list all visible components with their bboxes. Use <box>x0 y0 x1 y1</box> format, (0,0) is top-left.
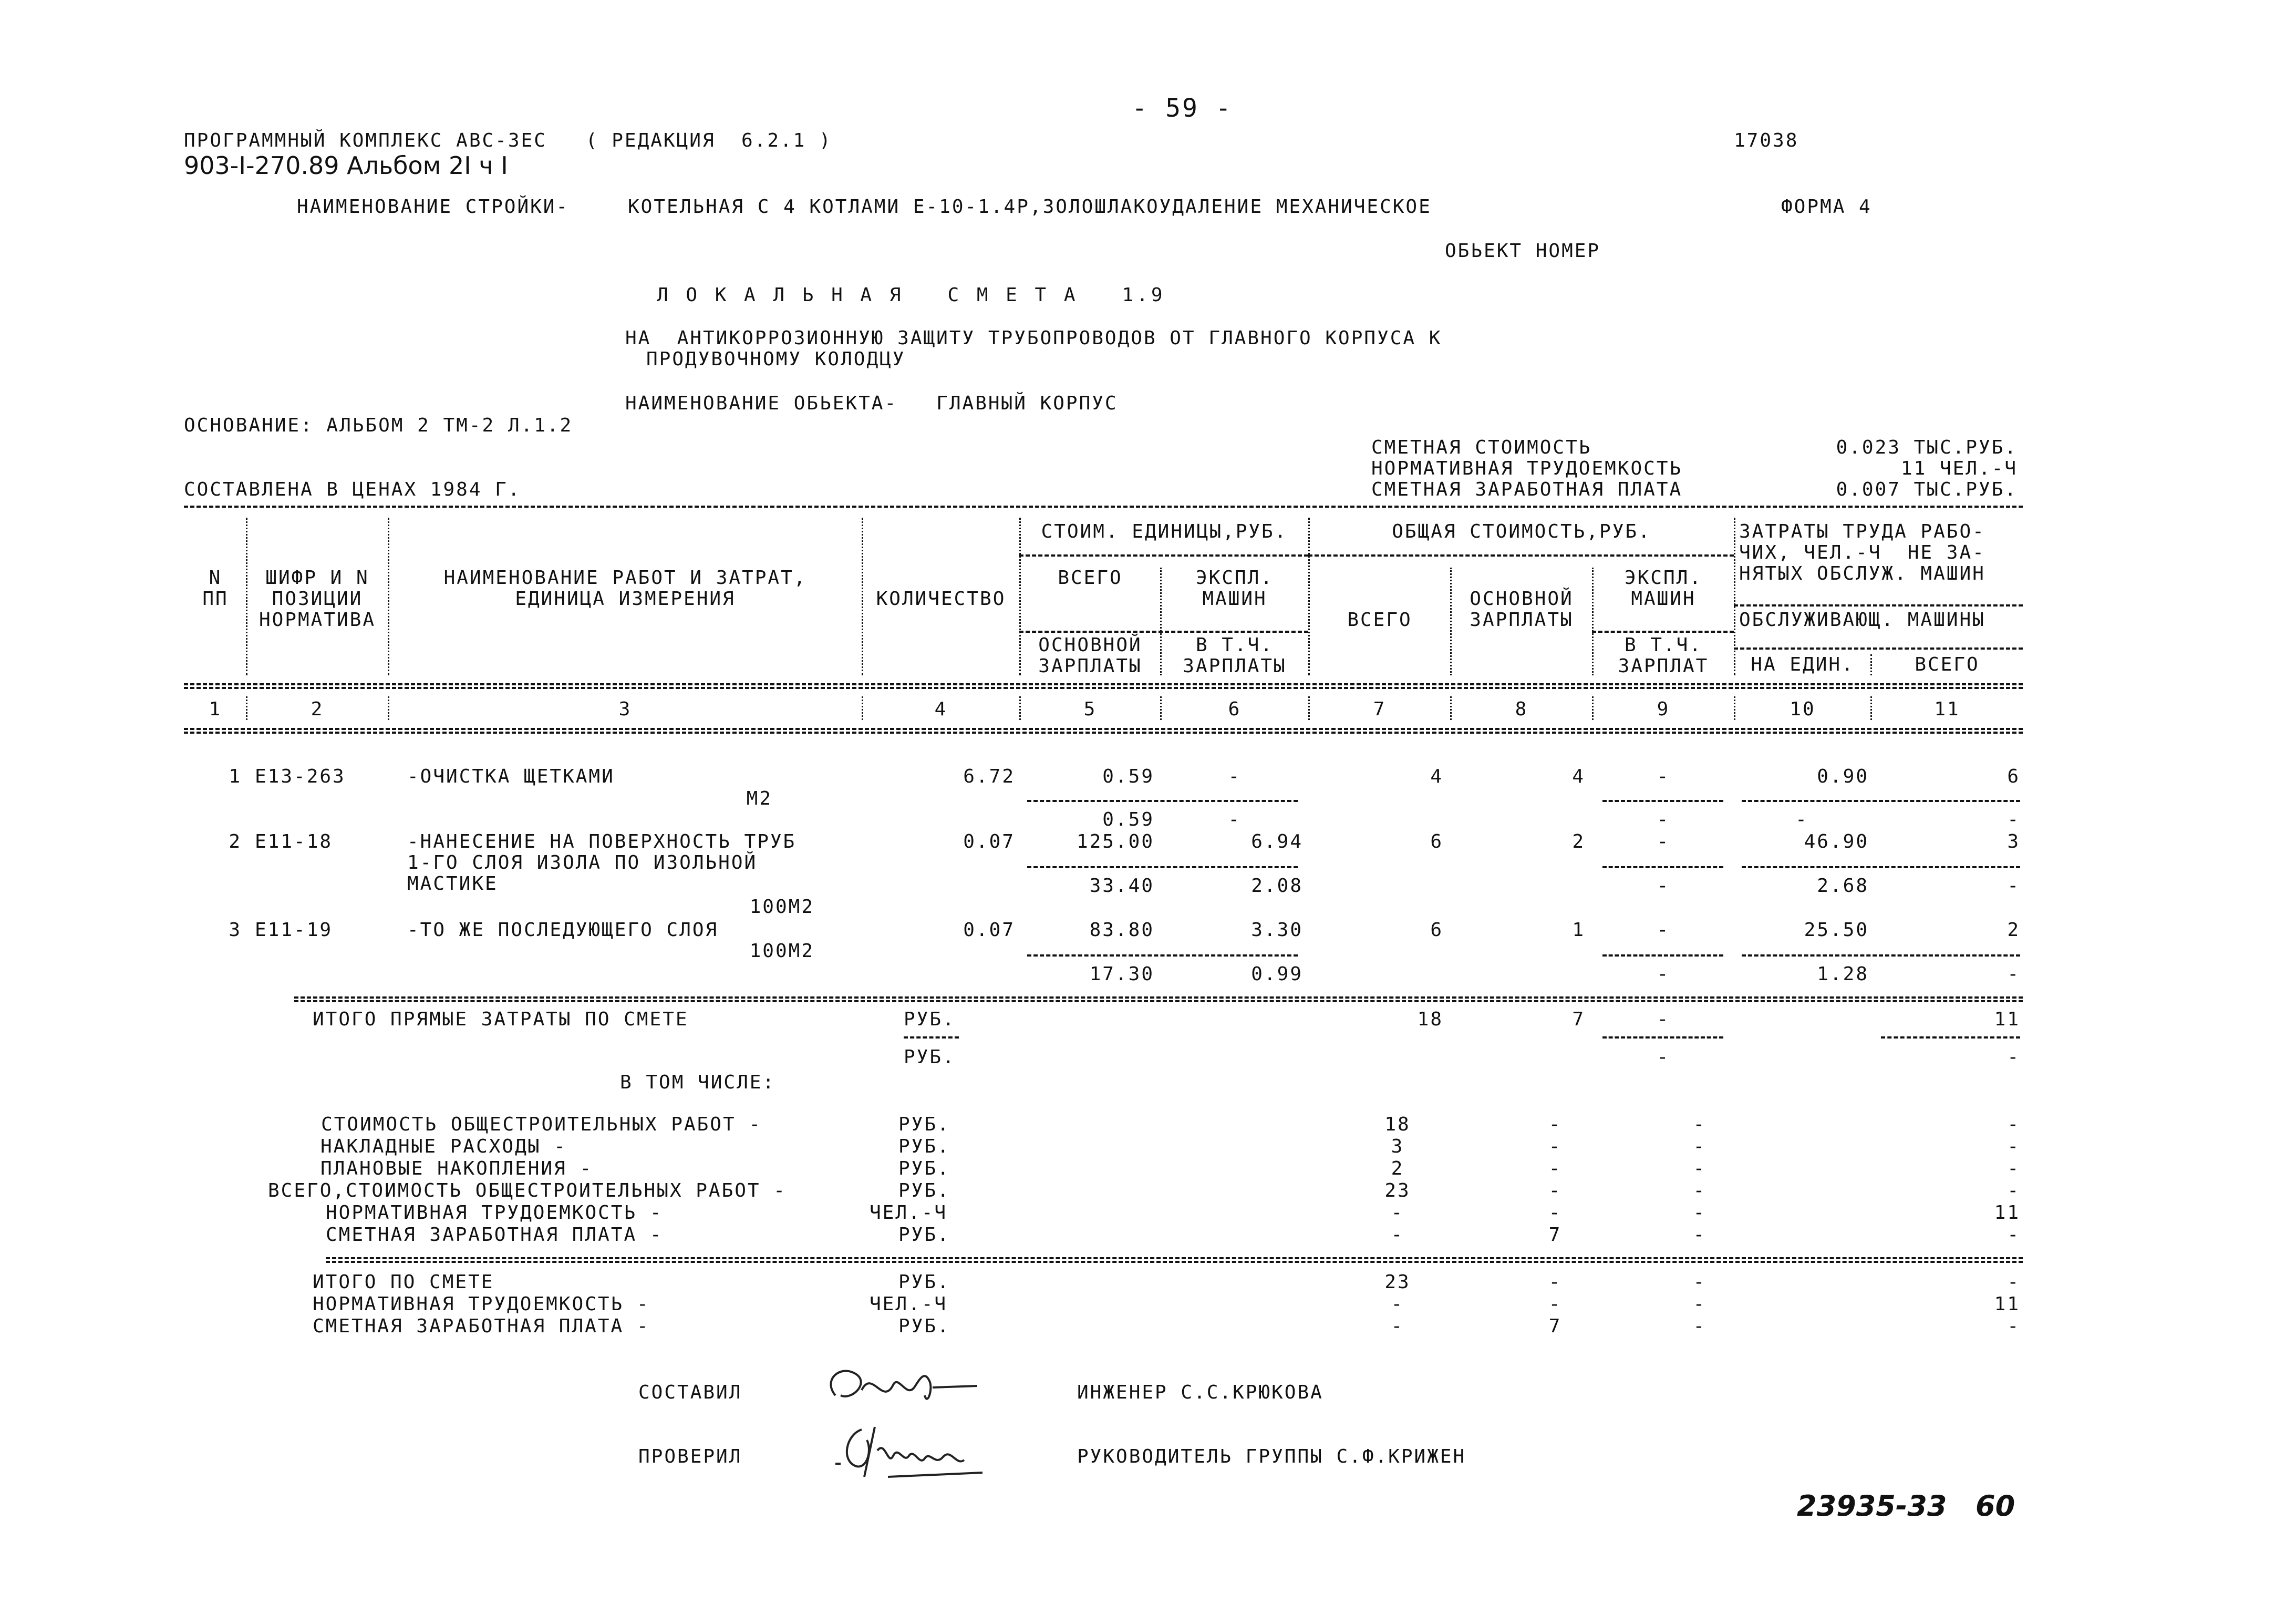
item-unit-total: 125.00 <box>1076 831 1154 852</box>
grand-total-unit: ЧЕЛ.-Ч <box>870 1293 948 1315</box>
totals-label: НАКЛАДНЫЕ РАСХОДЫ - <box>320 1136 567 1157</box>
totals-unit: РУБ. <box>898 1224 950 1246</box>
item-mach: - <box>1657 919 1670 941</box>
item-unit-wage: 17.30 <box>1089 963 1154 985</box>
item-unit-mach-wage: 2.08 <box>1251 875 1303 897</box>
items-end-rule <box>294 1000 2023 1002</box>
item-total: 6 <box>1430 919 1443 941</box>
totals-unit: РУБ. <box>898 1114 950 1135</box>
totals-mach: - <box>1693 1158 1707 1179</box>
grand-total-mach: - <box>1693 1293 1707 1315</box>
direct-costs-unit: РУБ. <box>904 1009 956 1030</box>
header-total-wage: ОСНОВНОЙ ЗАРПЛАТЫ <box>1470 588 1574 631</box>
grand-total-rule <box>326 1257 2023 1259</box>
header-sub-rule <box>1592 631 1734 633</box>
item-mach: - <box>1657 766 1670 787</box>
direct-costs-label: ИТОГО ПРЯМЫЕ ЗАТРАТЫ ПО СМЕТЕ <box>313 1009 689 1030</box>
item-wage: 1 <box>1572 919 1585 941</box>
grand-total-cost: - <box>1391 1293 1404 1315</box>
construction-name: КОТЕЛЬНАЯ С 4 КОТЛАМИ Е-10-1.4Р,ЗОЛОШЛАКОУДАЛЕНИЕ МЕХАНИЧЕСКОЕ <box>628 196 1432 218</box>
item-split-rule <box>1027 866 1298 868</box>
item-unit-mach: 3.30 <box>1251 919 1303 941</box>
item-name: -ТО ЖЕ ПОСЛЕДУЮЩЕГО СЛОЯ <box>407 919 719 941</box>
col-number: 6 <box>1228 698 1242 720</box>
grand-total-label: ИТОГО ПО СМЕТЕ <box>313 1271 494 1293</box>
item-total: 4 <box>1430 766 1443 787</box>
item-labor2-unit: - <box>1795 809 1808 830</box>
compiled-label: СОСТАВИЛ <box>638 1382 742 1403</box>
totals-labor: 11 <box>1994 1202 2020 1224</box>
item-mach-wage: - <box>1657 875 1670 897</box>
totals-labor: - <box>2007 1136 2020 1157</box>
direct-costs-wage: 7 <box>1572 1009 1585 1030</box>
col-sep <box>1734 518 1735 675</box>
col-number: 9 <box>1657 698 1670 720</box>
col-number: 3 <box>618 698 632 720</box>
header-sub-rule <box>1308 554 1734 557</box>
totals-label: СТОИМОСТЬ ОБЩЕСТРОИТЕЛЬНЫХ РАБОТ - <box>321 1114 762 1135</box>
item-n: 3 <box>229 919 242 941</box>
item-unit-wage: 33.40 <box>1089 875 1154 897</box>
item-labor2-unit: 2.68 <box>1817 875 1869 897</box>
item-split-rule <box>1742 866 2020 868</box>
totals-unit: РУБ. <box>898 1180 950 1201</box>
col-sep <box>1450 696 1452 720</box>
doc-code: 17038 <box>1734 130 1799 151</box>
totals-mach: - <box>1693 1136 1707 1157</box>
col-number: 7 <box>1373 698 1387 720</box>
direct-costs-unit-2: РУБ. <box>904 1046 956 1068</box>
col-number: 2 <box>311 698 324 720</box>
totals-wage: - <box>1548 1180 1562 1201</box>
item-split-rule <box>1027 800 1298 802</box>
item-wage: 2 <box>1572 831 1585 852</box>
including-label: В ТОМ ЧИСЛЕ: <box>620 1072 776 1093</box>
direct-costs-labor-2: - <box>2007 1046 2020 1068</box>
totals-unit: ЧЕЛ.-Ч <box>870 1202 948 1224</box>
item-qty: 6.72 <box>963 766 1015 787</box>
compiled-by: ИНЖЕНЕР С.С.КРЮКОВА <box>1077 1382 1323 1403</box>
item-split-rule <box>1742 800 2020 802</box>
grand-total-wage: 7 <box>1548 1315 1562 1337</box>
col-sep <box>1019 696 1021 720</box>
summary-labor-value: 11 ЧЕЛ.-Ч <box>1900 458 2018 479</box>
item-unit: М2 <box>746 788 772 809</box>
grand-total-cost: 23 <box>1384 1271 1411 1293</box>
totals-labor: - <box>2007 1180 2020 1201</box>
col-number-rule <box>184 732 2023 734</box>
item-split-rule <box>1602 954 1723 957</box>
checked-label: ПРОВЕРИЛ <box>638 1446 742 1467</box>
header-total-mach-wage: В Т.Ч. ЗАРПЛАТ <box>1618 634 1709 677</box>
item-labor-total: 2 <box>2007 919 2020 941</box>
header-labor-total: ВСЕГО <box>1915 654 1980 675</box>
col-sep <box>1160 696 1162 720</box>
construction-label: НАИМЕНОВАНИЕ СТРОЙКИ- <box>297 196 570 218</box>
direct-costs-total: 18 <box>1417 1009 1443 1030</box>
header-labor: ЗАТРАТЫ ТРУДА РАБО- ЧИХ, ЧЕЛ.-Ч НЕ ЗА- НЯТЫХ ОБСЛУЖ. МАШИН <box>1739 521 1985 584</box>
header-qty: КОЛИЧЕСТВО <box>876 588 1006 610</box>
col-number: 1 <box>209 698 222 720</box>
totals-mach: - <box>1693 1180 1707 1201</box>
summary-wage-value: 0.007 ТЫС.РУБ. <box>1836 479 2018 500</box>
totals-cost: 3 <box>1391 1136 1404 1157</box>
totals-labor: - <box>2007 1158 2020 1179</box>
estimate-title: Л О К А Л Ь Н А Я С М Е Т А 1.9 <box>657 284 1166 306</box>
grand-total-cost: - <box>1391 1315 1404 1337</box>
items-end-rule <box>294 996 2023 999</box>
estimate-subject-2: ПРОДУВОЧНОМУ КОЛОДЦУ <box>646 348 906 370</box>
item-mach-wage: - <box>1657 809 1670 830</box>
totals-cost: 2 <box>1391 1158 1404 1179</box>
item-qty: 0.07 <box>963 919 1015 941</box>
totals-wage: - <box>1548 1202 1562 1224</box>
col-sep <box>1592 696 1594 720</box>
compiler-signature <box>820 1359 988 1416</box>
checker-signature <box>825 1419 1004 1487</box>
totals-label: ВСЕГО,СТОИМОСТЬ ОБЩЕСТРОИТЕЛЬНЫХ РАБОТ - <box>268 1180 787 1201</box>
header-total-mach: ЭКСПЛ. МАШИН <box>1624 567 1703 610</box>
totals-wage: 7 <box>1548 1224 1562 1246</box>
totals-label: ПЛАНОВЫЕ НАКОПЛЕНИЯ - <box>320 1158 593 1179</box>
direct-costs-rule <box>904 1036 959 1039</box>
program-line: ПРОГРАММНЫЙ КОМПЛЕКС АВС-3ЕС ( РЕДАКЦИЯ 6.2.1 ) <box>184 130 832 151</box>
grand-total-labor: - <box>2007 1271 2020 1293</box>
grand-total-label: НОРМАТИВНАЯ ТРУДОЕМКОСТЬ - <box>313 1293 650 1315</box>
object-number: ОБЬЕКТ НОМЕР <box>1445 240 1601 262</box>
item-unit-mach: - <box>1228 766 1242 787</box>
item-unit: 100М2 <box>749 896 814 918</box>
header-labor-unit: НА ЕДИН. <box>1751 654 1855 675</box>
summary-cost-value: 0.023 ТЫС.РУБ. <box>1836 437 2018 458</box>
header-code: ШИФР И N ПОЗИЦИИ НОРМАТИВА <box>258 567 376 631</box>
totals-mach: - <box>1693 1114 1707 1135</box>
totals-label: НОРМАТИВНАЯ ТРУДОЕМКОСТЬ - <box>326 1202 663 1224</box>
prices-year: СОСТАВЛЕНА В ЦЕНАХ 1984 Г. <box>184 479 521 500</box>
item-unit-total: 0.59 <box>1102 766 1154 787</box>
item-labor2-unit: 1.28 <box>1817 963 1869 985</box>
item-unit-mach-wage: 0.99 <box>1251 963 1303 985</box>
estimate-subject-1: НА АНТИКОРРОЗИОННУЮ ЗАЩИТУ ТРУБОПРОВОДОВ ОТ ГЛАВНОГО КОРПУСА К <box>625 327 1442 349</box>
grand-total-labor: - <box>2007 1315 2020 1337</box>
header-labor-2: ОБСЛУЖИВАЮЩ. МАШИНЫ <box>1739 609 1985 631</box>
totals-labor: - <box>2007 1114 2020 1135</box>
header-total-cost: ОБЩАЯ СТОИМОСТЬ,РУБ. <box>1392 521 1651 542</box>
totals-labor: - <box>2007 1224 2020 1246</box>
totals-label: СМЕТНАЯ ЗАРАБОТНАЯ ПЛАТА - <box>326 1224 663 1246</box>
col-sep <box>1734 696 1735 720</box>
item-unit-mach-wage: - <box>1228 809 1242 830</box>
item-split-rule <box>1602 866 1723 868</box>
item-labor-unit: 46.90 <box>1804 831 1869 852</box>
item-code: Е13-263 <box>255 766 346 787</box>
col-number: 4 <box>934 698 948 720</box>
header-sub-rule <box>1734 604 2023 606</box>
col-number: 5 <box>1083 698 1097 720</box>
summary-wage-label: СМЕТНАЯ ЗАРАБОТНАЯ ПЛАТА <box>1371 479 1683 500</box>
item-n: 2 <box>229 831 242 852</box>
item-name: -НАНЕСЕНИЕ НА ПОВЕРХНОСТЬ ТРУБ 1-ГО СЛОЯ ИЗОЛА ПО ИЗОЛЬНОЙ МАСТИКЕ <box>407 831 797 895</box>
totals-mach: - <box>1693 1224 1707 1246</box>
col-number-rule <box>184 728 2023 730</box>
checked-by: РУКОВОДИТЕЛЬ ГРУППЫ С.Ф.КРИЖЕН <box>1077 1446 1466 1467</box>
grand-total-mach: - <box>1693 1271 1707 1293</box>
grand-total-unit: РУБ. <box>898 1271 950 1293</box>
header-name: НАИМЕНОВАНИЕ РАБОТ И ЗАТРАТ, ЕДИНИЦА ИЗМЕРЕНИЯ <box>443 567 807 610</box>
item-wage: 4 <box>1572 766 1585 787</box>
col-number: 8 <box>1515 698 1528 720</box>
item-qty: 0.07 <box>963 831 1015 852</box>
direct-costs-rule <box>1881 1036 2020 1039</box>
header-sub-rule <box>1734 647 2023 650</box>
header-bottom-rule <box>184 687 2023 689</box>
item-labor-total: 3 <box>2007 831 2020 852</box>
item-total: 6 <box>1430 831 1443 852</box>
header-unit-wage: ОСНОВНОЙ ЗАРПЛАТЫ <box>1038 634 1142 677</box>
item-split-rule <box>1742 954 2020 957</box>
item-split-rule <box>1602 800 1723 802</box>
item-name: -ОЧИСТКА ЩЕТКАМИ <box>407 766 615 787</box>
grand-total-unit: РУБ. <box>898 1315 950 1337</box>
totals-unit: РУБ. <box>898 1136 950 1157</box>
col-sep <box>1870 696 1872 720</box>
totals-wage: - <box>1548 1158 1562 1179</box>
header-n: N ПП <box>202 567 229 610</box>
totals-cost: - <box>1391 1202 1404 1224</box>
item-code: Е11-19 <box>255 919 333 941</box>
totals-cost: 23 <box>1384 1180 1411 1201</box>
grand-total-labor: 11 <box>1994 1293 2020 1315</box>
header-unit-total: ВСЕГО <box>1058 567 1123 589</box>
grand-total-mach: - <box>1693 1315 1707 1337</box>
item-labor2-total: - <box>2007 875 2020 897</box>
item-labor-total: 6 <box>2007 766 2020 787</box>
header-unit-mach-wage: В Т.Ч. ЗАРПЛАТЫ <box>1183 634 1287 677</box>
item-code: Е11-18 <box>255 831 333 852</box>
item-mach: - <box>1657 831 1670 852</box>
item-unit: 100М2 <box>749 940 814 962</box>
object-name: НАИМЕНОВАНИЕ ОБЬЕКТА- ГЛАВНЫЙ КОРПУС <box>625 393 1118 414</box>
totals-wage: - <box>1548 1114 1562 1135</box>
item-unit-total: 83.80 <box>1089 919 1154 941</box>
page-number: - 59 - <box>1132 94 1233 123</box>
stamp-number: 23935-33 <box>1797 1489 1947 1523</box>
item-unit-mach: 6.94 <box>1251 831 1303 852</box>
direct-costs-mach-2: - <box>1657 1046 1670 1068</box>
item-unit-wage: 0.59 <box>1102 809 1154 830</box>
col-sep <box>862 696 863 720</box>
col-sep <box>246 696 247 720</box>
header-unit-mach: ЭКСПЛ. МАШИН <box>1195 567 1274 610</box>
item-labor-unit: 25.50 <box>1804 919 1869 941</box>
totals-cost: 18 <box>1384 1114 1411 1135</box>
totals-mach: - <box>1693 1202 1707 1224</box>
form-label: ФОРМА 4 <box>1781 196 1872 218</box>
col-number: 10 <box>1790 698 1816 720</box>
header-unit-cost: СТОИМ. ЕДИНИЦЫ,РУБ. <box>1041 521 1288 542</box>
totals-wage: - <box>1548 1136 1562 1157</box>
header-sub-rule <box>1019 554 1308 557</box>
grand-total-wage: - <box>1548 1293 1562 1315</box>
header-total-all: ВСЕГО <box>1347 609 1412 631</box>
totals-cost: - <box>1391 1224 1404 1246</box>
direct-costs-labor: 11 <box>1994 1009 2020 1030</box>
item-n: 1 <box>229 766 242 787</box>
item-split-rule <box>1027 954 1298 957</box>
col-sep <box>388 696 389 720</box>
grand-total-wage: - <box>1548 1271 1562 1293</box>
totals-unit: РУБ. <box>898 1158 950 1179</box>
direct-costs-rule <box>1602 1036 1723 1039</box>
album-reference: 903-I-270.89 Альбом 2I ч I <box>184 151 508 180</box>
basis: ОСНОВАНИЕ: АЛЬБОМ 2 ТМ-2 Л.1.2 <box>184 415 573 436</box>
direct-costs-mach: - <box>1657 1009 1670 1030</box>
header-sub-rule <box>1019 631 1308 633</box>
stamp-page: 60 <box>1976 1489 2015 1523</box>
header-bottom-rule <box>184 683 2023 685</box>
header-top-rule <box>184 506 2023 508</box>
grand-total-rule <box>326 1261 2023 1263</box>
item-labor2-total: - <box>2007 963 2020 985</box>
item-mach-wage: - <box>1657 963 1670 985</box>
summary-cost-label: СМЕТНАЯ СТОИМОСТЬ <box>1371 437 1592 458</box>
summary-labor-label: НОРМАТИВНАЯ ТРУДОЕМКОСТЬ <box>1371 458 1683 479</box>
item-labor2-total: - <box>2007 809 2020 830</box>
item-labor-unit: 0.90 <box>1817 766 1869 787</box>
col-number: 11 <box>1934 698 1960 720</box>
grand-total-label: СМЕТНАЯ ЗАРАБОТНАЯ ПЛАТА - <box>313 1315 650 1337</box>
col-sep <box>1308 696 1310 720</box>
